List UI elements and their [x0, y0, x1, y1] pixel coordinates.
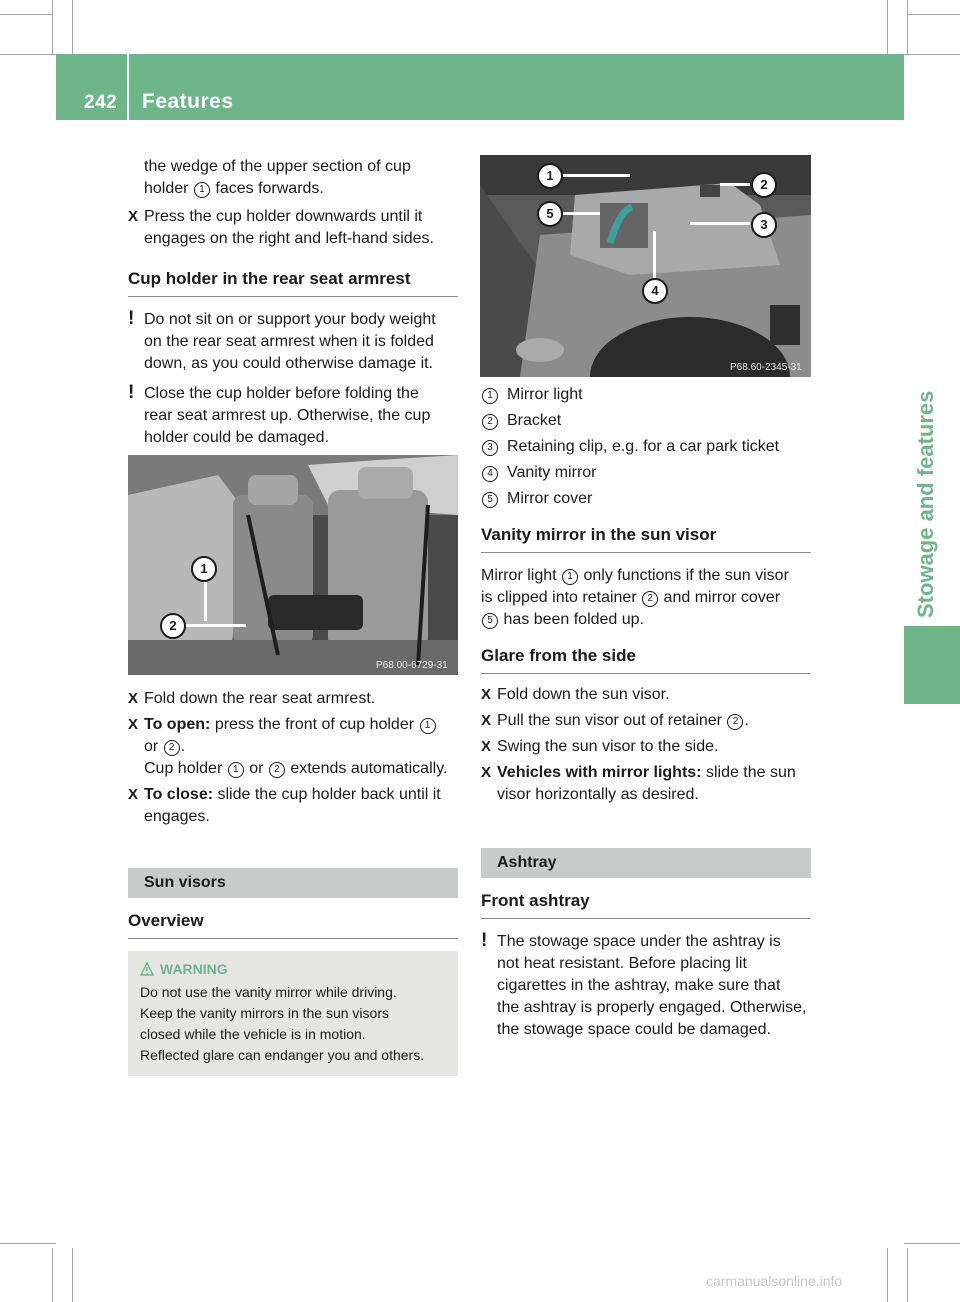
heading-front-ashtray: Front ashtray: [481, 890, 811, 919]
attention-note: ! Close the cup holder before folding the rear seat armrest up. Otherwise, the cup holder could be damaged.: [128, 382, 431, 446]
callout-4: 4: [642, 278, 668, 304]
left-column-lower: [128, 688, 458, 1076]
crop-mark: [0, 1243, 56, 1244]
callout-1: 1: [191, 556, 217, 582]
intro-text: the wedge of the upper section of cup holder 1 faces forwards.: [144, 158, 411, 197]
step-press-cup-holder: X Press the cup holder downwards until it engages on the right and left-hand sides.: [128, 208, 434, 247]
legend-item: 5 Mirror cover: [481, 486, 811, 512]
crop-mark: [0, 54, 56, 55]
left-column: [128, 156, 458, 449]
side-section-text: Stowage and features: [913, 390, 938, 618]
callout-5: 5: [537, 201, 563, 227]
crop-mark: [907, 0, 908, 54]
step-swing-visor: X Swing the sun visor to the side.: [481, 736, 811, 758]
warning-text: Do not use the vanity mirror while driving. Keep the vanity mirrors in the sun visors closed while the vehicle is in motion. Reflected glare can endanger you and others.: [140, 984, 425, 1063]
crop-mark: [52, 0, 53, 54]
crop-mark: [887, 0, 888, 54]
step-marker-icon: X: [128, 208, 139, 225]
leader-line: [560, 212, 600, 215]
step-marker-icon: X: [481, 738, 492, 755]
attention-note: ! Do not sit on or support your body weight on the rear seat armrest when it is folded down, as you could otherwise damage it.: [128, 308, 436, 372]
step-marker-icon: X: [128, 716, 139, 733]
step-fold-visor: X Fold down the sun visor.: [481, 684, 811, 706]
step-slide-visor: X Vehicles with mirror lights: slide the sun visor horizontally as desired.: [481, 764, 796, 803]
crop-mark: [52, 1248, 53, 1302]
step-marker-icon: X: [128, 690, 139, 707]
callout-1: 1: [537, 163, 563, 189]
leader-line: [720, 183, 750, 186]
legend-item: 2 Bracket: [481, 408, 811, 434]
crop-mark: [0, 14, 52, 15]
right-column: [481, 382, 811, 1041]
page-number: 242: [84, 92, 118, 113]
step-pull-visor: X Pull the sun visor out of retainer 2 .: [481, 710, 811, 732]
attention-icon: !: [128, 382, 135, 403]
heading-glare: Glare from the side: [481, 645, 811, 674]
crop-mark: [887, 1248, 888, 1302]
heading-rear-armrest: Cup holder in the rear seat armrest: [128, 268, 458, 297]
legend-item: 3 Retaining clip, e.g. for a car park ticket: [481, 434, 811, 460]
crop-mark: [72, 1248, 73, 1302]
side-tab: [904, 626, 960, 704]
step-fold-armrest: X Fold down the rear seat armrest.: [128, 688, 458, 710]
crop-mark: [904, 1243, 960, 1244]
step-marker-icon: X: [481, 686, 492, 703]
leader-line: [653, 231, 656, 281]
section-band-ashtray: Ashtray: [481, 848, 811, 878]
figure-code: P68.00-6729-31: [376, 660, 448, 671]
warning-triangle-icon: [140, 962, 154, 976]
attention-note: ! The stowage space under the ashtray is not heat resistant. Before placing lit cigarettes in the ashtray, make sure that the ashtray is properly engaged. Otherwise, the stowage space could be damaged.: [481, 930, 807, 1038]
legend-item: 4 Vanity mirror: [481, 460, 811, 486]
callout-2: 2: [160, 613, 186, 639]
callout-2: 2: [751, 172, 777, 198]
step-open: X To open: press the front of cup holder 1 or 2 . Cup holder 1 or 2 extends automatically.: [128, 716, 448, 777]
leader-line: [186, 624, 246, 627]
step-close: X To close: slide the cup holder back until it engages.: [128, 786, 441, 825]
crop-mark: [904, 54, 960, 55]
warning-title: WARNING: [160, 961, 228, 977]
header-divider: [127, 54, 129, 120]
warning-title-row: [140, 959, 446, 980]
callout-3: 3: [751, 212, 777, 238]
side-section-label: [904, 128, 948, 618]
step-marker-icon: X: [481, 712, 492, 729]
warning-box: [128, 951, 458, 1076]
rear-seat-illustration: [128, 455, 458, 675]
crop-mark: [72, 0, 73, 54]
crop-mark: [908, 14, 960, 15]
marker-1: 1: [194, 182, 210, 198]
heading-vanity-mirror: Vanity mirror in the sun visor: [481, 524, 811, 553]
attention-icon: !: [481, 930, 488, 951]
leader-line: [690, 222, 750, 225]
legend-item: 1 Mirror light: [481, 382, 811, 408]
step-marker-icon: X: [481, 764, 492, 781]
step-marker-icon: X: [128, 786, 139, 803]
figure-sun-visor: [480, 155, 811, 377]
section-band-sun-visors: Sun visors: [128, 868, 458, 898]
crop-mark: [907, 1248, 908, 1302]
watermark: carmanualsonline.info: [706, 1273, 843, 1289]
leader-line: [560, 174, 630, 177]
attention-icon: !: [128, 308, 135, 329]
vanity-text: Mirror light 1 only functions if the sun visor is clipped into retainer 2 and mirror cover 5 has been folded up.: [481, 567, 789, 628]
figure-code: P68.60-2345-31: [730, 362, 802, 373]
heading-overview: Overview: [128, 910, 458, 939]
section-title: Features: [142, 90, 234, 113]
figure-rear-armrest: [128, 455, 458, 675]
